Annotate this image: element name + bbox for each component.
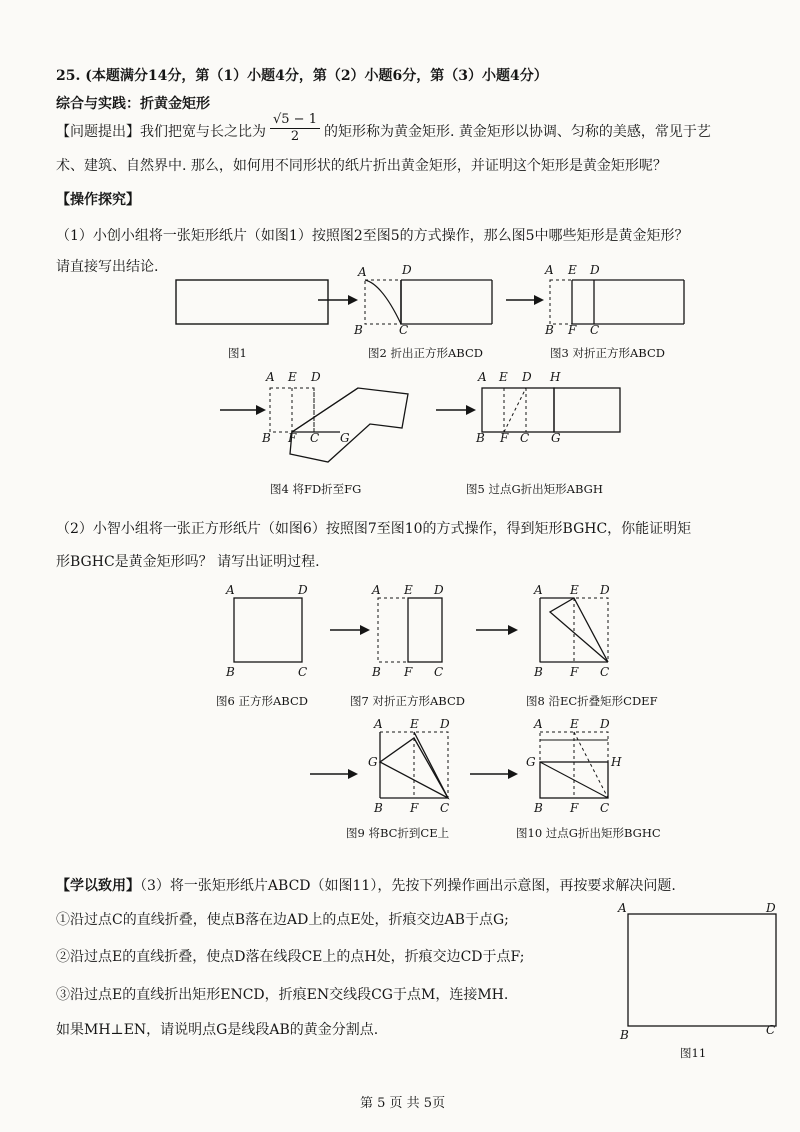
problem-header: 25. (本题满分14分，第（1）小题4分，第（2）小题6分，第（3）小题4分） <box>56 68 548 84</box>
fig2-diagram <box>353 263 492 337</box>
svg-text:D: D <box>402 263 412 277</box>
svg-text:F: F <box>500 431 509 445</box>
part2-question-cont: 形BGHC是黄金矩形吗？ 请写出证明过程. <box>56 554 320 570</box>
fig8-diagram <box>533 583 610 679</box>
figures-1-to-3 <box>170 262 730 342</box>
svg-text:B: B <box>620 1028 629 1042</box>
svg-text:F: F <box>410 801 419 815</box>
step-3: ③沿过点E的直线折出矩形ENCD，折痕EN交线段CG于点M，连接MH. <box>56 987 509 1003</box>
svg-text:E: E <box>568 263 577 277</box>
caption-fig8: 图8 沿EC折叠矩形CDEF <box>526 694 658 708</box>
arrow-3-head <box>256 405 266 415</box>
svg-text:D: D <box>600 583 610 597</box>
ratio-denominator: 2 <box>290 129 300 144</box>
fig9-diagram <box>368 717 450 815</box>
caption-fig7: 图7 对折正方形ABCD <box>350 694 465 708</box>
fig6-diagram <box>225 583 308 679</box>
svg-text:D: D <box>311 370 321 384</box>
svg-text:E: E <box>499 370 508 384</box>
part1-instruction: 请直接写出结论. <box>56 259 159 275</box>
intro-part-c: 术、建筑、自然界中. 那么，如何用不同形状的纸片折出黄金矩形，并证明这个矩形是黄金矩形呢？ <box>56 158 667 174</box>
explore-title: 【操作探究】 <box>56 192 140 208</box>
svg-text:A: A <box>478 370 487 384</box>
fig10-diagram <box>526 717 622 815</box>
svg-text:C: C <box>310 431 320 445</box>
arrow-2-head <box>534 295 544 305</box>
svg-text:D: D <box>434 583 444 597</box>
svg-text:F: F <box>570 801 579 815</box>
svg-text:F: F <box>404 665 413 679</box>
svg-text:B: B <box>372 665 381 679</box>
fig1-rectangle <box>176 280 328 324</box>
svg-text:E: E <box>410 717 419 731</box>
golden-ratio-fraction <box>270 112 320 145</box>
intro-part-b: 的矩形称为黄金矩形. 黄金矩形以协调、匀称的美感，常见于艺 <box>324 124 711 140</box>
caption-fig3: 图3 对折正方形ABCD <box>550 346 665 360</box>
svg-text:D: D <box>298 583 308 597</box>
apply-text: （3）将一张矩形纸片ABCD（如图11），先按下列操作画出示意图，再按要求解决问题. <box>140 878 676 894</box>
svg-text:G: G <box>340 431 350 445</box>
svg-text:C: C <box>440 801 450 815</box>
caption-fig9: 图9 将BC折到CE上 <box>346 826 450 840</box>
svg-text:E: E <box>570 717 579 731</box>
step-1: ①沿过点C的直线折叠，使点B落在边AD上的点E处，折痕交边AB于点G; <box>56 912 509 928</box>
caption-fig5: 图5 过点G折出矩形ABGH <box>466 482 603 496</box>
apply-line <box>56 876 676 896</box>
svg-text:C: C <box>600 665 610 679</box>
svg-text:C: C <box>766 1023 776 1037</box>
step-2: ②沿过点E的直线折叠，使点D落在线段CE上的点H处，折痕交边CD于点F; <box>56 949 525 965</box>
svg-text:G: G <box>551 431 561 445</box>
svg-text:A: A <box>374 717 383 731</box>
intro-part-a: 【问题提出】我们把宽与长之比为 <box>56 124 266 140</box>
svg-text:F: F <box>570 665 579 679</box>
svg-text:C: C <box>399 323 409 337</box>
figures-6-to-8 <box>220 584 640 684</box>
svg-text:A: A <box>372 583 381 597</box>
arrow-6-head <box>508 625 518 635</box>
part1-question: （1）小创小组将一张矩形纸片（如图1）按照图2至图5的方式操作，那么图5中哪些矩形是黄金矩形？ <box>56 228 689 244</box>
fig11-diagram <box>614 900 784 1040</box>
svg-text:B: B <box>534 665 543 679</box>
caption-fig10: 图10 过点G折出矩形BGHC <box>516 826 661 840</box>
caption-fig1: 图1 <box>228 346 247 360</box>
svg-text:G: G <box>368 755 378 769</box>
fig3-diagram <box>544 263 684 337</box>
figures-4-to-5 <box>210 366 670 476</box>
svg-text:D: D <box>766 901 776 915</box>
page-footer: 第 5 页 共 5页 <box>360 1096 446 1111</box>
svg-text:A: A <box>266 370 275 384</box>
svg-text:F: F <box>568 323 577 337</box>
svg-text:D: D <box>590 263 600 277</box>
arrow-8-head <box>508 769 518 779</box>
ratio-numerator: √5 − 1 <box>270 112 320 129</box>
fig5-diagram <box>475 370 620 445</box>
svg-text:C: C <box>298 665 308 679</box>
caption-fig2: 图2 折出正方形ABCD <box>368 346 483 360</box>
caption-fig6: 图6 正方形ABCD <box>216 694 308 708</box>
svg-text:C: C <box>600 801 610 815</box>
figures-9-to-10 <box>300 718 640 818</box>
svg-text:C: C <box>590 323 600 337</box>
part3-conclusion: 如果MH⊥EN，请说明点G是线段AB的黄金分割点. <box>56 1022 379 1038</box>
apply-title: 【学以致用】 <box>56 878 140 894</box>
svg-text:A: A <box>534 717 543 731</box>
svg-text:A: A <box>226 583 235 597</box>
svg-text:B: B <box>374 801 383 815</box>
caption-fig11: 图11 <box>680 1046 707 1060</box>
arrow-4-head <box>466 405 476 415</box>
svg-text:E: E <box>288 370 297 384</box>
svg-text:A: A <box>545 263 554 277</box>
svg-text:C: C <box>520 431 530 445</box>
arrow-5-head <box>360 625 370 635</box>
problem-theme: 综合与实践：折黄金矩形 <box>56 96 210 112</box>
svg-text:B: B <box>262 431 271 445</box>
svg-text:E: E <box>570 583 579 597</box>
arrow-7-head <box>348 769 358 779</box>
svg-text:D: D <box>600 717 610 731</box>
part2-question: （2）小智小组将一张正方形纸片（如图6）按照图7至图10的方式操作，得到矩形BGHC，你能证明矩 <box>56 521 692 537</box>
svg-text:H: H <box>550 370 561 384</box>
svg-text:G: G <box>526 755 536 769</box>
svg-text:D: D <box>440 717 450 731</box>
fig7-diagram <box>371 583 444 679</box>
svg-text:B: B <box>226 665 235 679</box>
svg-text:B: B <box>545 323 554 337</box>
svg-text:E: E <box>404 583 413 597</box>
svg-text:B: B <box>354 323 363 337</box>
svg-text:D: D <box>522 370 532 384</box>
fig4-diagram <box>261 370 408 462</box>
svg-text:A: A <box>358 265 367 279</box>
svg-text:A: A <box>534 583 543 597</box>
arrow-1-head <box>348 295 358 305</box>
caption-fig4: 图4 将FD折至FG <box>270 482 362 496</box>
svg-text:A: A <box>618 901 627 915</box>
svg-text:F: F <box>288 431 297 445</box>
svg-text:B: B <box>534 801 543 815</box>
svg-text:H: H <box>611 755 622 769</box>
svg-text:B: B <box>476 431 485 445</box>
svg-text:C: C <box>434 665 444 679</box>
